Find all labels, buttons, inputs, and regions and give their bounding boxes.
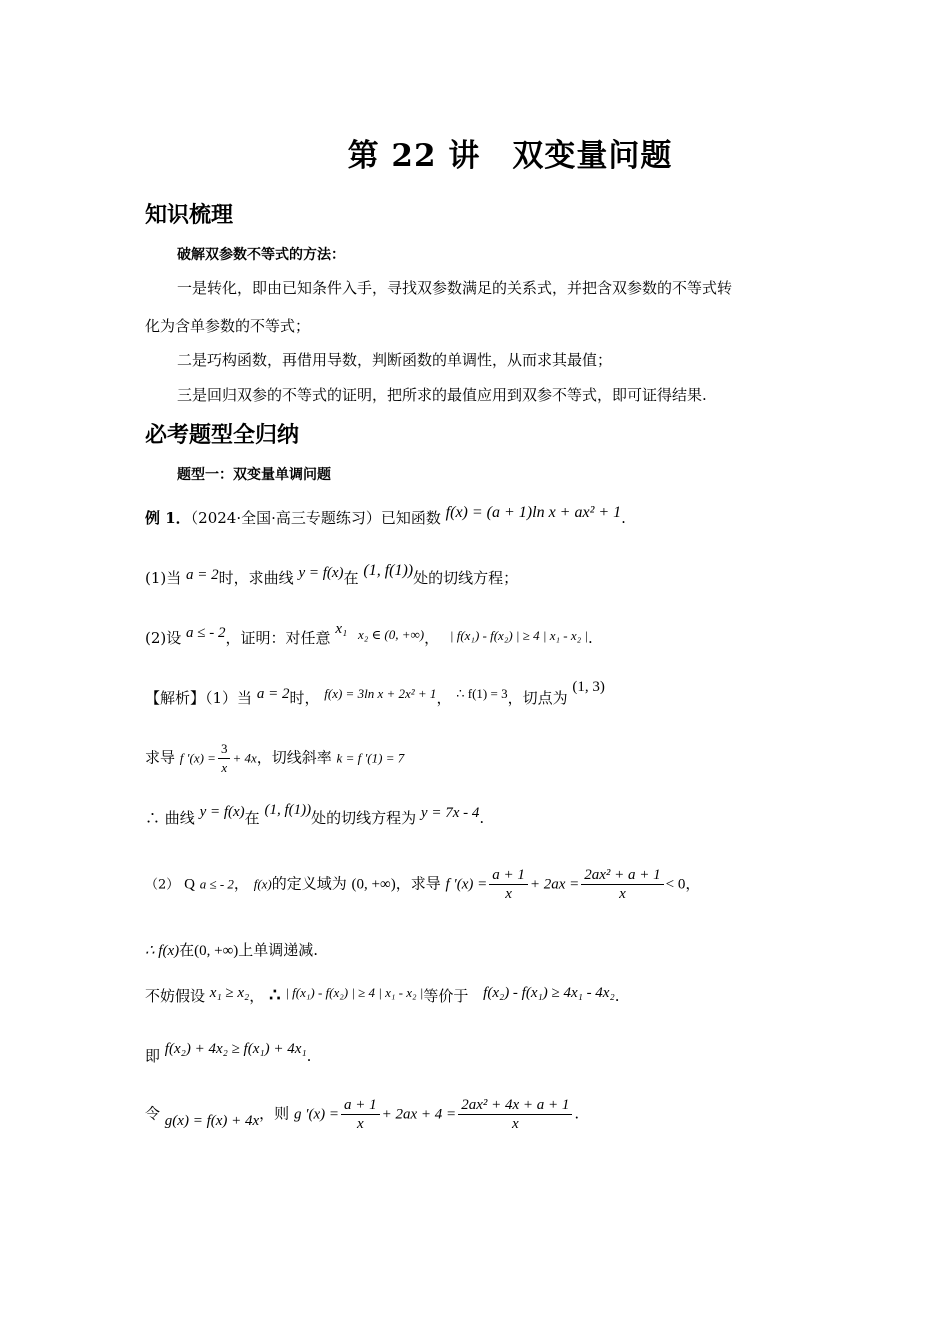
wlog-equivalent: f(x₂) - f(x₁) ≥ 4x₁ - 4x₂ <box>483 985 615 1001</box>
q2-condition: a ≤ - 2 <box>186 625 226 641</box>
sol1-function: f(x) = 3ln x + 2x² + 1 <box>324 686 437 701</box>
solution-line-1: 【解析】（1）当 a = 2时， f(x) = 3ln x + 2x² + 1， ∴ f(1) = 3，切点为 (1, 3) <box>145 679 605 707</box>
example-function: f(x) = (a + 1)ln x + ax² + 1 <box>445 504 622 521</box>
tangent-line: ∴ 曲线 y = f(x)在 (1, f(1))处的切线方程为 y = 7x - 4. <box>145 802 485 827</box>
q1-point: (1, f(1)) <box>363 562 414 579</box>
p2-condition: a ≤ - 2 <box>199 876 234 892</box>
wlog-inequality: | f(x₁) - f(x₂) | ≥ 4 | x₁ - x₂ | <box>285 985 424 1000</box>
let-line: 令 g(x) = f(x) + 4x，则 g ′(x) = $\frac{a + 1}{x}$ + 2ax + 4 = $\frac{\text{2ax² + 4x + a + 1}}{x}$ . <box>145 1097 580 1132</box>
question-1: (1)当 a = 2时，求曲线 y = f(x)在 (1, f(1))处的切线方程； <box>145 562 519 587</box>
deriv-slope: k = f ′(1) = 7 <box>336 750 405 766</box>
sol1-point: (1, 3) <box>572 679 605 695</box>
solution-label: 【解析】 <box>145 689 206 707</box>
question-2: (2)设 a ≤ - 2，证明：对任意 x₁ x₂ ∈ (0, +∞)， | f(x₁) - f(x₂) | ≥ 4 | x₁ - x₂ |. <box>145 621 593 647</box>
ie-line: 即 f(x₂) + 4x₂ ≥ f(x₁) + 4x₁. <box>145 1041 312 1065</box>
deriv-fraction: $\frac{3}{x}$ <box>218 740 231 777</box>
tangent-curve: y = f(x) <box>199 804 245 820</box>
sol1-value: ∴ f(1) = 3 <box>456 686 508 701</box>
q2-x1: x₁ <box>335 621 348 637</box>
q2-inequality: | f(x₁) - f(x₂) | ≥ 4 | x₁ - x₂ | <box>449 628 588 643</box>
let-fraction-2: $\frac{\text{2ax² + 4x + a + 1}}{x}$ <box>458 1096 572 1133</box>
q2-x2-domain: x₂ ∈ (0, +∞) <box>357 627 425 642</box>
monotonic-line: ∴ f(x)在(0, +∞)上单调递减. <box>145 941 319 959</box>
wlog-line: 不妨假设 x₁ ≥ x₂， ∴ | f(x₁) - f(x₂) | ≥ 4 | x₁ - x₂ |等价于 f(x₂) - f(x₁) ≥ 4x₁ - 4x₂. <box>145 985 620 1006</box>
let-g-definition: g(x) = f(x) + 4x <box>164 1112 260 1129</box>
let-fraction-1: $\frac{a + 1}{x}$ <box>341 1096 380 1133</box>
let-lhs: g ′(x) = <box>293 1106 340 1123</box>
example-label: 例 1． <box>145 509 191 527</box>
p2-domain: (0, +∞) <box>351 876 396 893</box>
example-line: 例 1．（2024·全国·高三专题练习）已知函数 f(x) = (a + 1)ln x + ax² + 1. <box>145 504 626 527</box>
method-line-3: 三是回归双参的不等式的证明，把所求的最值应用到双参不等式，即可证得结果. <box>177 386 707 404</box>
section-heading-knowledge: 知识梳理 <box>145 202 234 228</box>
method-title: 破解双参数不等式的方法： <box>177 247 345 263</box>
sol1-condition: a = 2 <box>256 686 290 702</box>
derivative-line: 求导 f ′(x) = $\frac{3}{x}$ + 4x，切线斜率 k = f ′(1) = 7 <box>145 741 405 775</box>
p2-lhs: f ′(x) = <box>445 876 488 893</box>
deriv-lhs: f ′(x) = <box>179 750 216 766</box>
q1-curve: y = f(x) <box>298 565 344 581</box>
p2-fraction-1: $\frac{a + 1}{x}$ <box>489 866 528 903</box>
p2-because-symbol: Q <box>184 876 195 893</box>
mono-domain: (0, +∞) <box>194 943 239 959</box>
method-line-1a: 一是转化，即由已知条件入手，寻找双参数满足的关系式，并把含双参数的不等式转 <box>177 279 733 297</box>
tangent-equation: y = 7x - 4 <box>420 805 480 821</box>
ie-equation: f(x₂) + 4x₂ ≥ f(x₁) + 4x₁ <box>164 1041 307 1057</box>
tangent-point: (1, f(1)) <box>264 802 312 818</box>
method-line-1b: 化为含单参数的不等式； <box>145 317 311 335</box>
q1-condition: a = 2 <box>186 567 219 583</box>
page-title: 第 22 讲 双变量问题 <box>347 138 673 174</box>
method-line-2: 二是巧构函数，再借用导数，判断函数的单调性，从而求其最值； <box>177 351 613 369</box>
example-source: （2024·全国·高三专题练习）已知函数 <box>190 509 441 527</box>
part2-line: （2） Q a ≤ - 2， f(x)的定义域为 (0, +∞)，求导 f ′(x) = $\frac{a + 1}{x}$ + 2ax = $\frac{\text{2ax² + a + 1}}{x}$ < 0， <box>145 867 701 902</box>
wlog-condition: x₁ ≥ x₂ <box>209 985 250 1001</box>
p2-fraction-2: $\frac{\text{2ax² + a + 1}}{x}$ <box>581 866 663 903</box>
section-heading-types: 必考题型全归纳 <box>145 422 300 448</box>
type-heading-1: 题型一：双变量单调问题 <box>177 467 331 483</box>
p2-fx: f(x) <box>253 876 272 892</box>
